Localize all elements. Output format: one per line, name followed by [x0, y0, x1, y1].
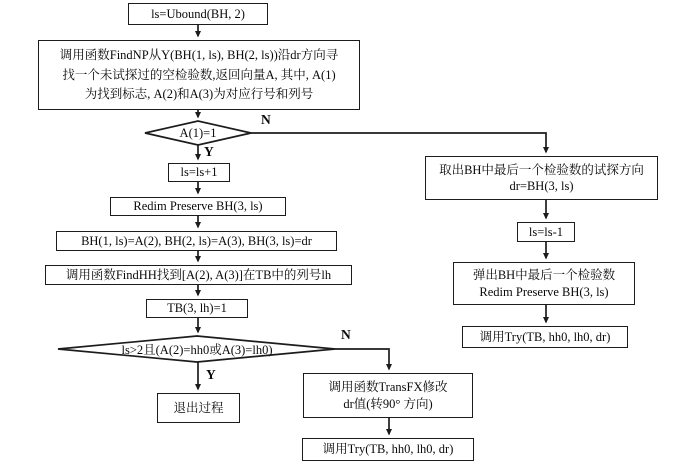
- node-try-right: [462, 326, 628, 348]
- node-popout: [453, 262, 635, 305]
- node-findnp: [38, 40, 360, 110]
- node-findnp-line3: 为找到标志, A(2)和A(3)为对应行号和列号: [84, 87, 314, 102]
- node-tb-set: [146, 299, 248, 318]
- node-ls-minus-text: ls=ls-1: [528, 224, 564, 239]
- branch-label-found-yes: Y: [204, 144, 214, 159]
- node-findhh: [45, 265, 352, 285]
- node-bh-assign-text: BH(1, ls)=A(2), BH(2, ls)=A(3), BH(3, ls)=dr: [81, 233, 312, 248]
- node-ubound: [128, 3, 268, 25]
- decision-stop: ls>2且(A(2)=hh0或A(3)=lh0): [121, 343, 273, 357]
- node-ubound-text: ls=Ubound(BH, 2): [151, 6, 245, 21]
- node-exit: [157, 393, 240, 423]
- node-ls-plus-text: ls=ls+1: [180, 165, 218, 180]
- node-takeout-line2: dr=BH(3, ls): [509, 179, 574, 193]
- branch-label-stop-yes: Y: [206, 367, 216, 382]
- node-transfx: [303, 373, 473, 418]
- node-ls-minus: [517, 222, 575, 242]
- node-takeout: [425, 156, 658, 200]
- node-findnp-line2: 找一个未试探过的空检验数,返回向量A, 其中, A(1): [62, 67, 336, 82]
- node-popout-line2: Redim Preserve BH(3, ls): [479, 284, 609, 299]
- node-try-right-text: 调用Try(TB, hh0, lh0, dr): [479, 329, 611, 344]
- node-takeout-line1: 取出BH中最后一个检验数的试探方向: [439, 162, 644, 177]
- node-try-mid: [302, 438, 474, 461]
- node-redim-text: Redim Preserve BH(3, ls): [133, 199, 263, 214]
- node-transfx-line1: 调用函数TransFX修改: [328, 380, 448, 395]
- node-transfx-line2: dr值(转90° 方向): [343, 396, 433, 411]
- node-findhh-text: 调用函数FindHH找到[A(2), A(3)]在TB中的列号lh: [65, 267, 332, 282]
- node-ls-plus: [168, 163, 230, 182]
- node-try-mid-text: 调用Try(TB, hh0, lh0, dr): [322, 442, 454, 457]
- node-popout-line1: 弹出BH中最后一个检验数: [472, 268, 616, 283]
- decision-found: A(1)=1: [179, 125, 217, 140]
- node-findnp-line1: 调用函数FindNP从Y(BH(1, ls), BH(2, ls))沿dr方向寻: [59, 48, 339, 63]
- branch-label-found-no: N: [261, 112, 271, 127]
- node-bh-assign: [56, 231, 337, 251]
- node-tb-set-text: TB(3, lh)=1: [167, 301, 227, 316]
- node-redim: [110, 197, 286, 216]
- node-exit-text: 退出过程: [173, 400, 224, 415]
- branch-label-stop-no: N: [341, 327, 351, 342]
